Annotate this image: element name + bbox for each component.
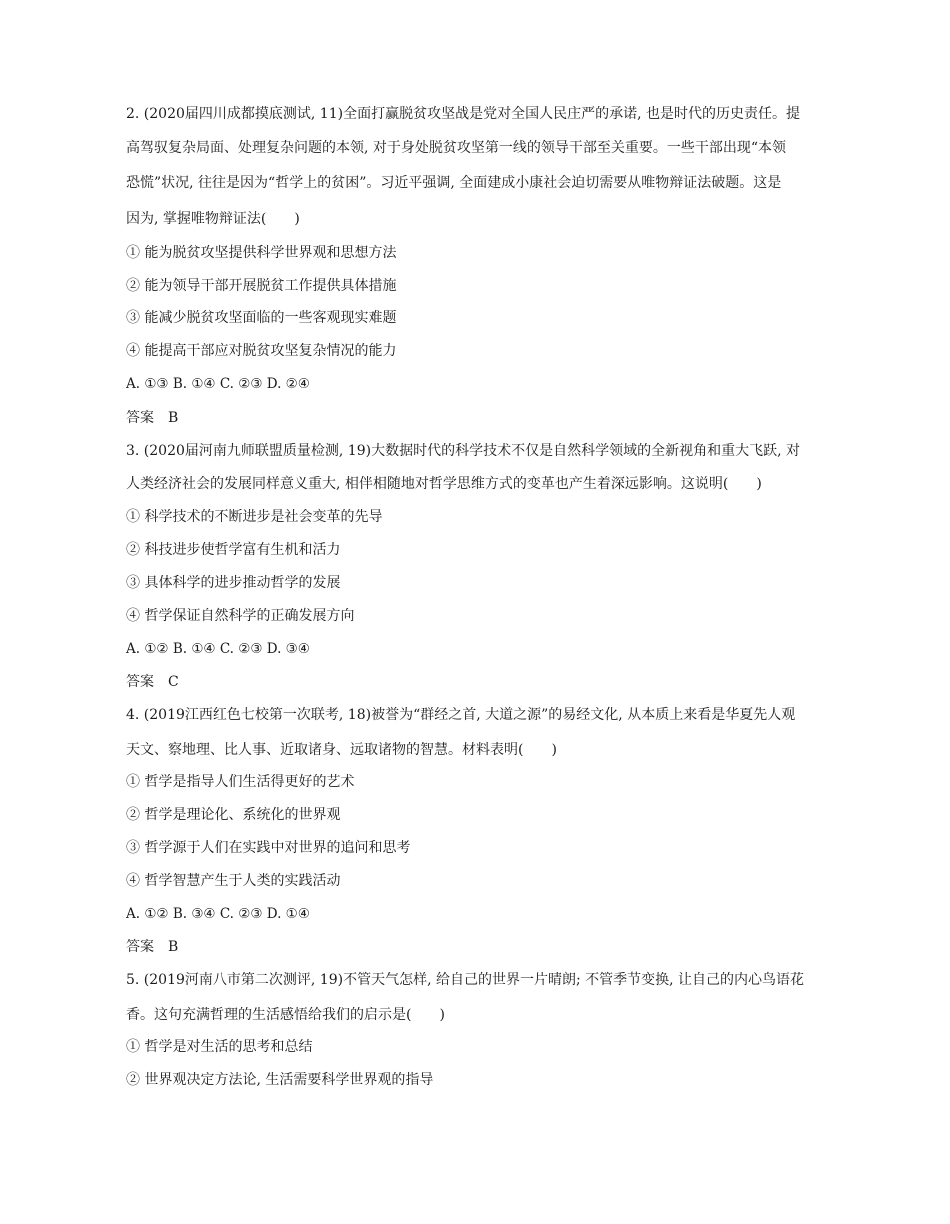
question-stem-line: 香。这句充满哲理的生活感悟给我们的启示是( ) <box>126 1007 445 1023</box>
option-item: ④ 哲学智慧产生于人类的实践活动 <box>126 873 341 889</box>
question-stem-line: 恐慌”状况, 往往是因为“哲学上的贫困”。习近平强调, 全面建成小康社会迫切需要从唯物辩证法破题。这是 <box>126 175 782 191</box>
option-item: ③ 具体科学的进步推动哲学的发展 <box>126 575 341 591</box>
option-item: ① 哲学是对生活的思考和总结 <box>126 1039 313 1055</box>
option-item: ① 科学技术的不断进步是社会变革的先导 <box>126 509 383 525</box>
answer-key: 答案 B <box>126 939 179 955</box>
question-stem-line: 3. (2020届河南九师联盟质量检测, 19)大数据时代的科学技术不仅是自然科学领域的全新视角和重大飞跃, 对 <box>126 443 800 459</box>
option-item: ② 能为领导干部开展脱贫工作提供具体措施 <box>126 278 397 294</box>
question-stem-line: 4. (2019江西红色七校第一次联考, 18)被誉为“群经之首, 大道之源”的易经文化, 从本质上来看是华夏先人观 <box>126 707 796 723</box>
option-item: ③ 能减少脱贫攻坚面临的一些客观现实难题 <box>126 310 397 326</box>
answer-key: 答案 C <box>126 674 179 690</box>
answer-choices: A. ①② B. ①④ C. ②③ D. ③④ <box>126 641 310 657</box>
option-item: ③ 哲学源于人们在实践中对世界的追问和思考 <box>126 840 411 856</box>
option-item: ① 能为脱贫攻坚提供科学世界观和思想方法 <box>126 245 397 261</box>
option-item: ② 科技进步使哲学富有生机和活力 <box>126 542 341 558</box>
answer-choices: A. ①② B. ③④ C. ②③ D. ①④ <box>126 906 310 922</box>
question-stem-line: 2. (2020届四川成都摸底测试, 11)全面打赢脱贫攻坚战是党对全国人民庄严的承诺, 也是时代的历史责任。提 <box>126 106 800 122</box>
question-stem-line: 天文、察地理、比人事、近取诸身、远取诸物的智慧。材料表明( ) <box>126 742 557 758</box>
question-stem-line: 5. (2019河南八市第二次测评, 19)不管天气怎样, 给自己的世界一片晴朗; 不管季节变换, 让自己的内心鸟语花 <box>126 972 805 988</box>
option-item: ④ 能提高干部应对脱贫攻坚复杂情况的能力 <box>126 343 397 359</box>
question-stem-line: 人类经济社会的发展同样意义重大, 相伴相随地对哲学思维方式的变革也产生着深远影响。这说明( ) <box>126 476 762 492</box>
question-stem-line: 高驾驭复杂局面、处理复杂问题的本领, 对于身处脱贫攻坚第一线的领导干部至关重要。一些干部出现“本领 <box>126 140 787 156</box>
answer-key: 答案 B <box>126 410 179 426</box>
option-item: ④ 哲学保证自然科学的正确发展方向 <box>126 608 355 624</box>
option-item: ① 哲学是指导人们生活得更好的艺术 <box>126 774 355 790</box>
option-item: ② 哲学是理论化、系统化的世界观 <box>126 807 341 823</box>
question-stem-line: 因为, 掌握唯物辩证法( ) <box>126 211 300 227</box>
answer-choices: A. ①③ B. ①④ C. ②③ D. ②④ <box>126 376 310 392</box>
option-item: ② 世界观决定方法论, 生活需要科学世界观的指导 <box>126 1072 434 1088</box>
